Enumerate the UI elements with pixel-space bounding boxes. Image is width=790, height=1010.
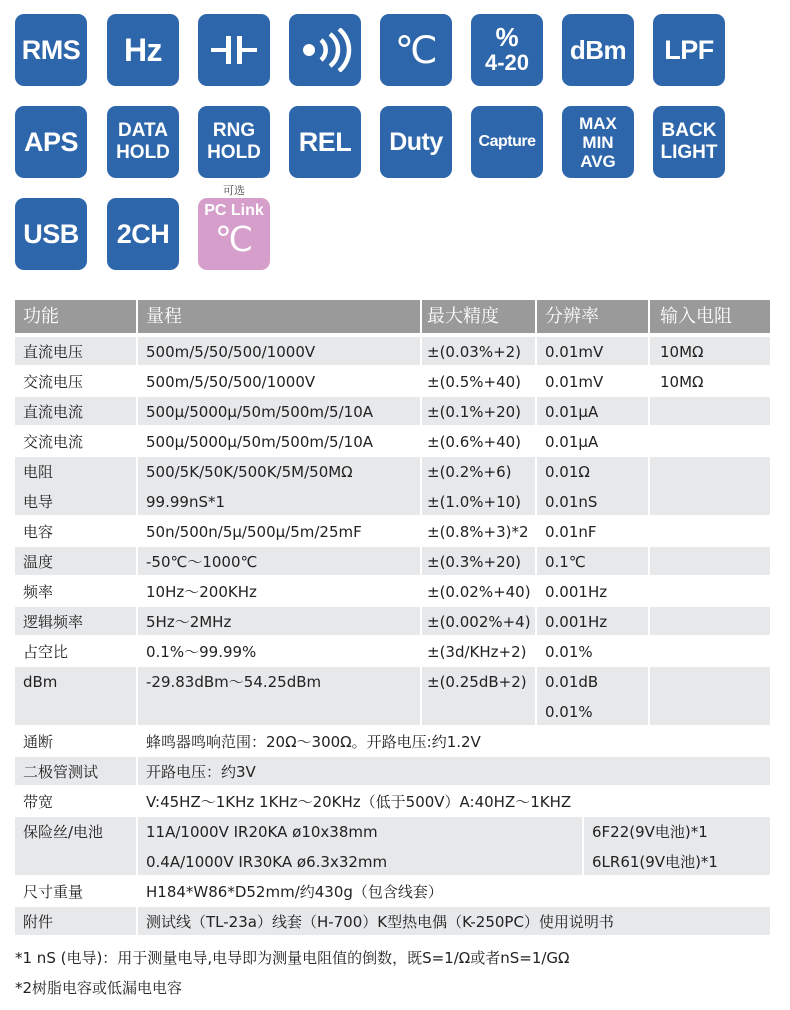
range-cell: 500m/5/50/500/1000V [146, 373, 316, 391]
function-cell: 附件 [15, 907, 136, 935]
back-label: BACK [661, 120, 717, 141]
spec-table [15, 300, 770, 937]
header-function: 功能 [15, 300, 136, 333]
range-cell: -29.83dBm～54.25dBm [138, 667, 420, 725]
value-cell: 蜂鸣器鸣响范围：20Ω～300Ω。开路电压:约1.2V [146, 733, 481, 751]
rel-icon [289, 106, 361, 178]
range-cell: 500μ/5000μ/50m/500m/5/10A [146, 433, 373, 451]
fuse-10a: 11A/1000V IR20KA ø10x38mm [146, 823, 378, 841]
range-conductance: 99.99nS*1 [146, 493, 226, 511]
accuracy-cell: ±(0.03%+2) [422, 337, 535, 365]
rng-label: RNG [212, 120, 256, 141]
impedance-cell: 10MΩ [650, 337, 770, 365]
function-cell: 二极管测试 [15, 757, 136, 785]
header-range: 量程 [138, 300, 420, 333]
rel-label: REL [298, 126, 352, 157]
resolution-cell [537, 457, 648, 515]
resolution-cell: 0.001Hz [545, 583, 608, 601]
backlight-icon [653, 106, 725, 178]
accuracy-resistance: ±(0.2%+6) [427, 463, 512, 481]
accuracy-cell [422, 457, 535, 515]
impedance-cell [650, 397, 770, 425]
table-row [15, 757, 770, 787]
resolution-dbm-percent: 0.01% [545, 703, 593, 721]
header-resolution: 分辨率 [537, 300, 648, 333]
accuracy-cell: ±(0.6%+40) [427, 433, 522, 451]
range-cell: 5Hz～2MHz [138, 607, 420, 635]
rng-hold-label: HOLD [207, 142, 261, 163]
pc-link-celsius-label: ℃ [214, 221, 254, 259]
table-row [15, 517, 770, 547]
rms-label: RMS [21, 34, 81, 65]
header-accuracy: 最大精度 [422, 300, 535, 333]
function-cell: dBm [15, 667, 136, 725]
lpf-icon [653, 14, 725, 86]
footnote-conductance: *1 nS (电导)：用于测量电导,电导即为测量电阻值的倒数，既S=1/Ω或者nS=1/GΩ [15, 949, 570, 967]
celsius-label: ℃ [394, 29, 438, 72]
fuse-0-4a: 0.4A/1000V IR30KA ø6.3x32mm [146, 853, 388, 871]
accuracy-cell: ±(0.1%+20) [422, 397, 535, 425]
resolution-cell: 0.01mV [537, 337, 648, 365]
feature-icons [0, 0, 790, 290]
function-cell: 直流电压 [15, 337, 136, 365]
function-cell: 交流电流 [23, 433, 84, 451]
function-cell: 带宽 [23, 793, 54, 811]
value-cell: 测试线（TL-23a）线套（H-700）K型热电偶（K-250PC）使用说明书 [138, 907, 770, 935]
capacitor-symbol [209, 33, 259, 67]
value-cell: V:45HZ～1KHz 1KHz～20KHz（低于500V）A:40HZ～1KHZ [146, 793, 572, 811]
2ch-label: 2CH [116, 218, 170, 249]
capacitor-icon [198, 14, 270, 86]
hz-icon [107, 14, 179, 86]
impedance-cell [650, 547, 770, 575]
accuracy-cell: ±(0.3%+20) [422, 547, 535, 575]
footnote-capacitance: *2树脂电容或低漏电电容 [15, 979, 183, 997]
table-row [15, 907, 770, 937]
header-input-impedance: 输入电阻 [650, 300, 770, 333]
range-cell: 500m/5/50/500/1000V [138, 337, 420, 365]
light-label: LIGHT [660, 142, 718, 163]
range-cell: 10Hz～200KHz [146, 583, 257, 601]
footnotes [15, 943, 775, 1003]
capture-icon [471, 106, 543, 178]
table-header [15, 300, 770, 333]
range-cell [138, 457, 420, 515]
impedance-cell [650, 667, 770, 725]
table-row [15, 727, 770, 757]
accuracy-cell: ±(3d/KHz+2) [427, 643, 527, 661]
table-row [15, 337, 770, 367]
value-cell: H184*W86*D52mm/约430g（包含线套） [146, 883, 443, 901]
hold-label: HOLD [116, 142, 170, 163]
table-row [15, 577, 770, 607]
table-row [15, 457, 770, 517]
resolution-cell: 0.1℃ [537, 547, 648, 575]
resolution-dbm: 0.01dB [545, 673, 599, 691]
accuracy-cell: ±(0.8%+3)*2 [427, 523, 529, 541]
range-cell: 500μ/5000μ/50m/500m/5/10A [138, 397, 420, 425]
function-cell [15, 457, 136, 515]
resolution-cell: 0.001Hz [537, 607, 648, 635]
accuracy-cell: ±(0.25dB+2) [422, 667, 535, 725]
min-label: MIN [582, 132, 614, 152]
table-row [15, 607, 770, 637]
table-row [15, 637, 770, 667]
function-cell: 频率 [23, 583, 54, 601]
function-cell: 逻辑频率 [15, 607, 136, 635]
function-cell: 温度 [15, 547, 136, 575]
4-20-label: 4-20 [484, 50, 530, 75]
resolution-cell [537, 667, 648, 725]
function-cell: 交流电压 [23, 373, 84, 391]
rms-icon [15, 14, 87, 86]
temperature-celsius-icon [380, 14, 452, 86]
hz-label: Hz [123, 31, 163, 68]
data-hold-icon [107, 106, 179, 178]
table-row [15, 817, 770, 877]
impedance-cell [650, 457, 770, 515]
function-cell: 保险丝/电池 [15, 817, 136, 875]
fuse-cell [138, 817, 582, 875]
max-min-avg-icon [562, 106, 634, 178]
dbm-label: dBm [569, 34, 627, 65]
range-hold-icon [198, 106, 270, 178]
percent-4-20-icon [471, 14, 543, 86]
function-cell: 尺寸重量 [23, 883, 84, 901]
dbm-icon [562, 14, 634, 86]
value-cell: 开路电压：约3V [138, 757, 770, 785]
impedance-cell [650, 607, 770, 635]
table-row [15, 787, 770, 817]
table-row [15, 547, 770, 577]
function-conductance: 电导 [23, 493, 54, 511]
capture-label: Capture [478, 133, 536, 150]
pc-link-celsius-icon [198, 198, 270, 270]
battery-6f22: 6F22(9V电池)*1 [592, 823, 708, 841]
usb-label: USB [23, 218, 79, 249]
max-label: MAX [579, 113, 617, 133]
accuracy-cell: ±(0.002%+4) [422, 607, 535, 635]
percent-label: % [495, 22, 519, 52]
function-cell: 占空比 [23, 643, 69, 661]
pc-link-label: PC Link [204, 202, 264, 219]
resolution-cell: 0.01μA [545, 433, 599, 451]
aps-label: APS [23, 126, 79, 157]
optional-label: 可选 [223, 184, 245, 197]
duty-icon [380, 106, 452, 178]
table-row [15, 367, 770, 397]
avg-label: AVG [580, 151, 616, 171]
resolution-cell: 0.01mV [545, 373, 604, 391]
range-cell: 50n/500n/5μ/500μ/5m/25mF [146, 523, 362, 541]
table-row [15, 427, 770, 457]
lpf-label: LPF [664, 34, 714, 65]
resolution-cell: 0.01% [545, 643, 593, 661]
battery-6lr61: 6LR61(9V电池)*1 [592, 853, 718, 871]
table-row [15, 877, 770, 907]
2ch-icon [107, 198, 179, 270]
accuracy-conductance: ±(1.0%+10) [427, 493, 522, 511]
function-cell: 电容 [23, 523, 54, 541]
aps-icon [15, 106, 87, 178]
function-cell: 通断 [23, 733, 54, 751]
range-resistance: 500/5K/50K/500K/5M/50MΩ [146, 463, 353, 481]
accuracy-cell: ±(0.02%+40) [427, 583, 531, 601]
range-cell: -50℃～1000℃ [138, 547, 420, 575]
resolution-cell: 0.01μA [537, 397, 648, 425]
function-resistance: 电阻 [23, 463, 54, 481]
usb-icon [15, 198, 87, 270]
resolution-conductance: 0.01nS [545, 493, 598, 511]
accuracy-cell: ±(0.5%+40) [427, 373, 522, 391]
table-row [15, 397, 770, 427]
range-cell: 0.1%～99.99% [146, 643, 257, 661]
impedance-cell: 10MΩ [660, 373, 704, 391]
table-row [15, 667, 770, 727]
continuity-buzzer-icon [289, 14, 361, 86]
duty-label: Duty [389, 127, 443, 156]
sound-waves-symbol [297, 28, 353, 72]
resolution-cell: 0.01nF [545, 523, 597, 541]
resolution-resistance: 0.01Ω [545, 463, 590, 481]
battery-cell [584, 817, 770, 875]
function-cell: 直流电流 [15, 397, 136, 425]
data-label: DATA [118, 120, 168, 141]
